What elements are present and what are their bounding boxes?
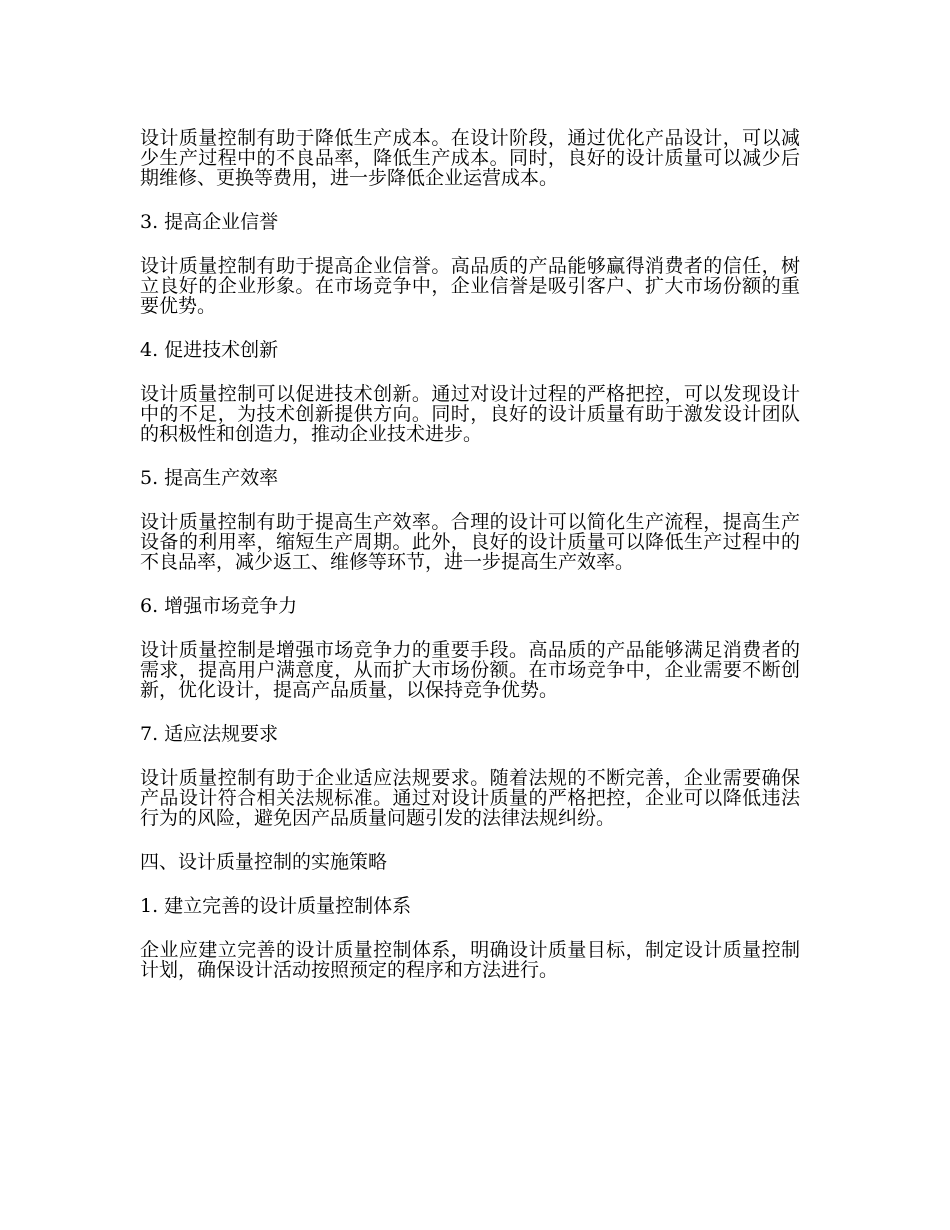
document-page bbox=[140, 128, 800, 1004]
paragraph-reputation: 设计质量控制有助于提高企业信誉。高品质的产品能够赢得消费者的信任，树立良好的企业形象。在市场竞争中，企业信誉是吸引客户、扩大市场份额的重要优势。 bbox=[140, 255, 800, 317]
heading-tech-innovation: 4. 促进技术创新 bbox=[140, 339, 279, 361]
heading-implementation-strategy: 四、设计质量控制的实施策略 bbox=[140, 851, 388, 873]
heading-quality-system: 1. 建立完善的设计质量控制体系 bbox=[140, 895, 412, 917]
heading-improve-reputation: 3. 提高企业信誉 bbox=[140, 211, 279, 233]
paragraph-tech-innovation: 设计质量控制可以促进技术创新。通过对设计过程的严格把控，可以发现设计中的不足，为技术创新提供方向。同时，良好的设计质量有助于激发设计团队的积极性和创造力，推动企业技术进步。 bbox=[140, 383, 800, 445]
heading-regulation-compliance: 7. 适应法规要求 bbox=[140, 723, 279, 745]
paragraph-regulation-compliance: 设计质量控制有助于企业适应法规要求。随着法规的不断完善，企业需要确保产品设计符合相关法规标准。通过对设计质量的严格把控，企业可以降低违法行为的风险，避免因产品质量问题引发的法律法规纠纷。 bbox=[140, 767, 800, 829]
paragraph-cost-reduction: 设计质量控制有助于降低生产成本。在设计阶段，通过优化产品设计，可以减少生产过程中的不良品率，降低生产成本。同时，良好的设计质量可以减少后期维修、更换等费用，进一步降低企业运营成本。 bbox=[140, 127, 800, 189]
paragraph-quality-system: 企业应建立完善的设计质量控制体系，明确设计质量目标，制定设计质量控制计划，确保设计活动按照预定的程序和方法进行。 bbox=[140, 939, 800, 981]
paragraph-production-efficiency: 设计质量控制有助于提高生产效率。合理的设计可以简化生产流程，提高生产设备的利用率，缩短生产周期。此外，良好的设计质量可以降低生产过程中的不良品率，减少返工、维修等环节，进一步提高生产效率。 bbox=[140, 511, 800, 573]
heading-market-competitiveness: 6. 增强市场竞争力 bbox=[140, 595, 298, 617]
paragraph-market-competitiveness: 设计质量控制是增强市场竞争力的重要手段。高品质的产品能够满足消费者的需求，提高用户满意度，从而扩大市场份额。在市场竞争中，企业需要不断创新，优化设计，提高产品质量，以保持竞争优势。 bbox=[140, 639, 800, 701]
heading-production-efficiency: 5. 提高生产效率 bbox=[140, 467, 279, 489]
